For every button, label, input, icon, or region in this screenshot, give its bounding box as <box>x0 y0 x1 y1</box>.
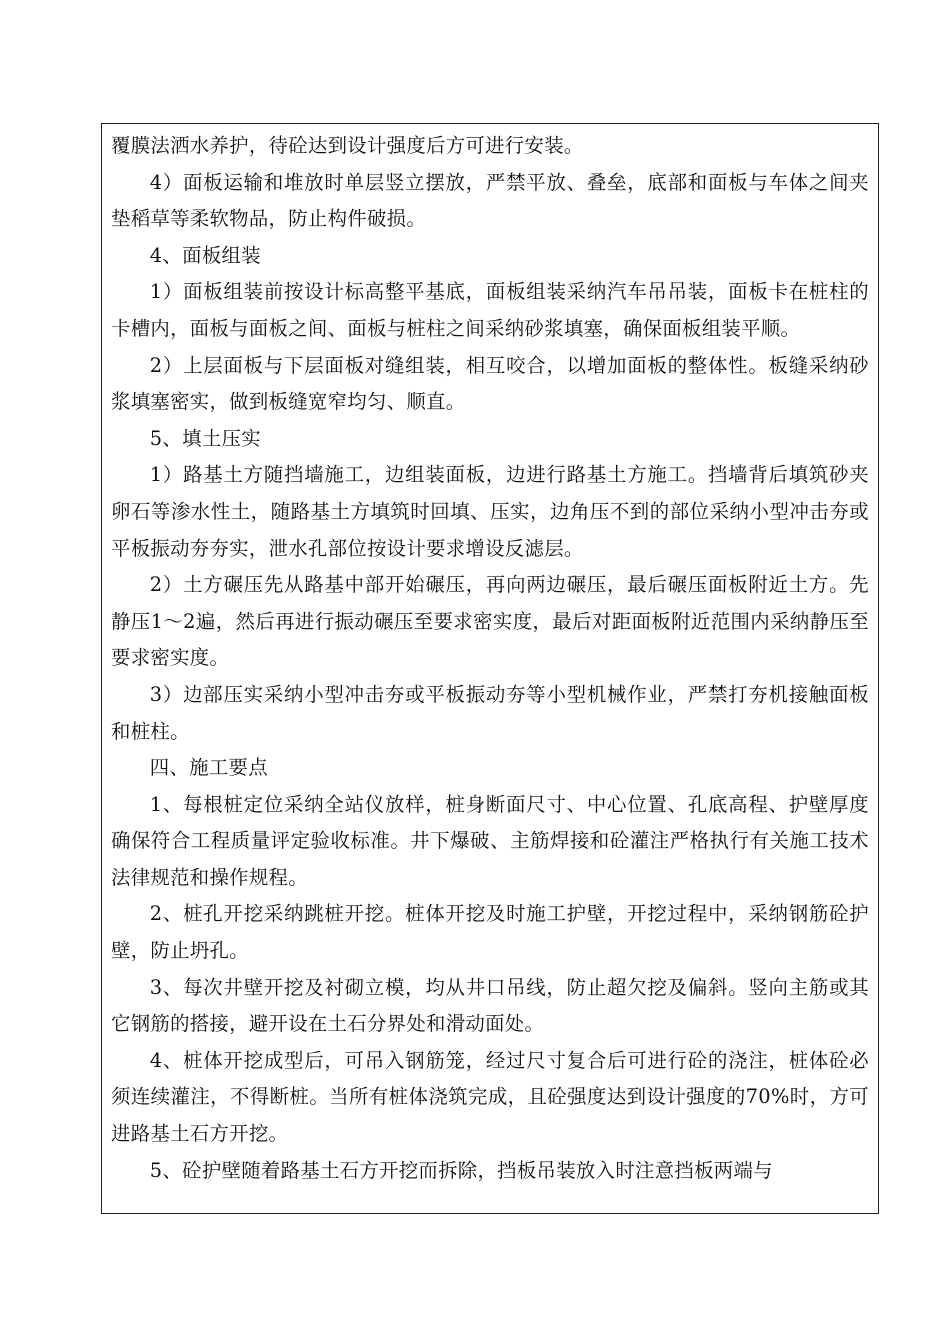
paragraph-6: 5、填土压实 <box>149 426 261 450</box>
paragraph-13: 3、每次井壁开挖及衬砌立模，均从井口吊线，防止超欠挖及偏斜。竖向主筋或其它钢筋的搭接，避开设在土石分界处和滑动面处。 <box>111 975 869 1036</box>
paragraph-9: 3）边部压实采纳小型冲击夯或平板振动夯等小型机械作业，严禁打夯机接触面板和桩柱。 <box>111 682 869 743</box>
paragraph-5: 2）上层面板与下层面板对缝组装，相互咬合，以增加面板的整体性。板缝采纳砂浆填塞密实，做到板缝宽窄均匀、顺直。 <box>111 353 869 414</box>
paragraph-11: 1、每根桩定位采纳全站仪放样，桩身断面尺寸、中心位置、孔底高程、护壁厚度确保符合工程质量评定验收标准。井下爆破、主筋焊接和砼灌注严格执行有关施工技术法律规范和操作规程。 <box>111 792 869 889</box>
paragraph-10: 四、施工要点 <box>149 756 268 780</box>
paragraph-3: 4、面板组装 <box>149 243 261 267</box>
document-body <box>111 128 869 1189</box>
paragraph-14: 4、桩体开挖成型后，可吊入钢筋笼，经过尺寸复合后可进行砼的浇注，桩体砼必须连续灌注，不得断桩。当所有桩体浇筑完成，且砼强度达到设计强度的70%时，方可进路基土石方开挖。 <box>111 1048 869 1146</box>
paragraph-4: 1）面板组装前按设计标高整平基底，面板组装采纳汽车吊吊装，面板卡在桩柱的卡槽内，面板与面板之间、面板与桩柱之间采纳砂浆填塞，确保面板组装平顺。 <box>111 280 869 340</box>
paragraph-8: 2）土方碾压先从路基中部开始碾压，再向两边碾压，最后碾压面板附近土方。先静压1～2遍，然后再进行振动碾压至要求密实度，最后对距面板附近范围内采纳静压至要求密实度。 <box>111 573 869 670</box>
paragraph-2: 4）面板运输和堆放时单层竖立摆放，严禁平放、叠垒，底部和面板与车体之间夹垫稻草等柔软物品，防止构件破损。 <box>111 170 869 231</box>
paragraph-12: 2、桩孔开挖采纳跳桩开挖。桩体开挖及时施工护壁，开挖过程中，采纳钢筋砼护壁，防止坍孔。 <box>111 902 869 963</box>
document-frame <box>101 123 879 1214</box>
paragraph-1: 覆膜法洒水养护，待砼达到设计强度后方可进行安装。 <box>111 134 584 157</box>
paragraph-7: 1）路基土方随挡墙施工，边组装面板，边进行路基土方施工。挡墙背后填筑砂夹卵石等渗水性土，随路基土方填筑时回填、压实，边角压不到的部位采纳小型冲击夯或平板振动夯夯实，泄水孔部位按设计要求增设反滤层。 <box>111 463 869 560</box>
paragraph-15: 5、砼护壁随着路基土石方开挖而拆除，挡板吊装放入时注意挡板两端与 <box>149 1158 773 1182</box>
